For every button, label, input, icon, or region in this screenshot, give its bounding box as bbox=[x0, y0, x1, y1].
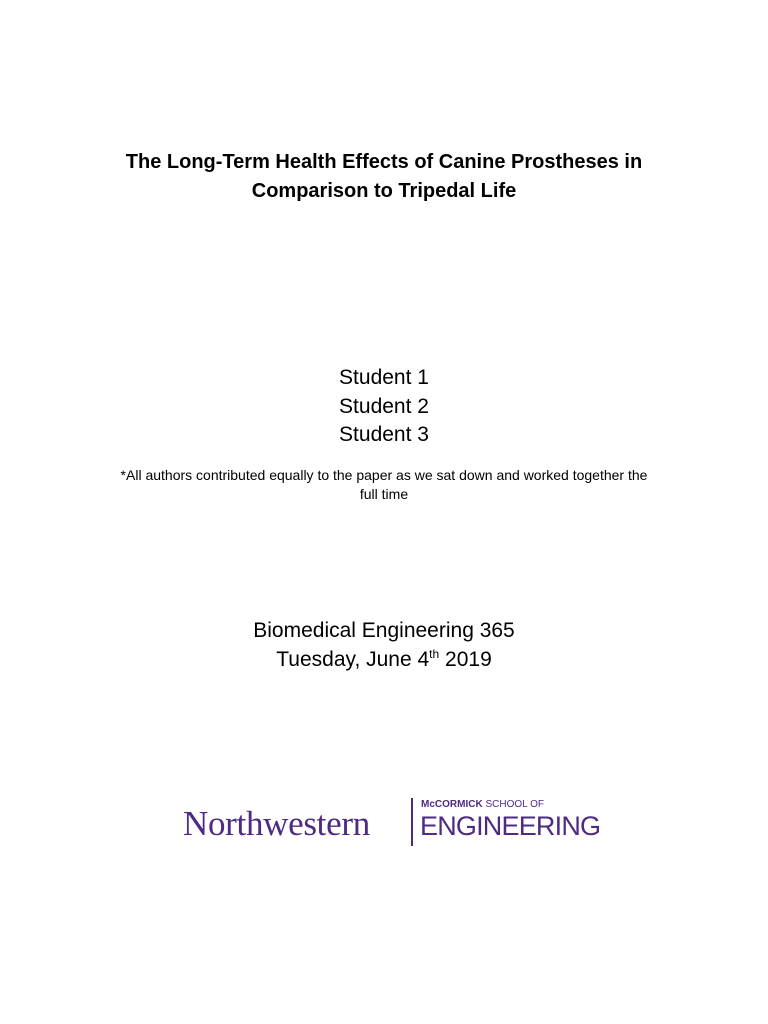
engineering-label: ENGINEERING bbox=[420, 811, 601, 841]
date-year: 2019 bbox=[445, 647, 492, 671]
logo-divider bbox=[411, 798, 413, 846]
title-line-2: Comparison to Tripedal Life bbox=[251, 180, 517, 202]
author-name: Student 2 bbox=[339, 394, 429, 418]
title-line-1: The Long-Term Health Effects of Canine Prostheses in bbox=[125, 151, 643, 173]
submission-date bbox=[0, 646, 768, 675]
northwestern-wordmark: Northwestern bbox=[183, 804, 370, 843]
contribution-note-line-1: *All authors contributed equally to the paper as we sat down and worked together the bbox=[120, 467, 648, 483]
contribution-note-line-2: full time bbox=[359, 486, 409, 502]
date-prefix: Tuesday, June 4 bbox=[276, 647, 430, 671]
contribution-note bbox=[84, 466, 684, 504]
date-ordinal-suffix: th bbox=[429, 646, 440, 661]
northwestern-mccormick-logo bbox=[183, 796, 603, 848]
author-list bbox=[0, 364, 768, 450]
author-name: Student 3 bbox=[339, 423, 429, 446]
school-label-rest: SCHOOL OF bbox=[485, 799, 544, 810]
school-label-bold: McCORMICK bbox=[421, 799, 483, 810]
author-name: Student 1 bbox=[339, 366, 429, 389]
school-label bbox=[421, 799, 544, 811]
document-title bbox=[60, 148, 708, 206]
course-info bbox=[0, 617, 768, 674]
course-name: Biomedical Engineering 365 bbox=[253, 619, 515, 642]
